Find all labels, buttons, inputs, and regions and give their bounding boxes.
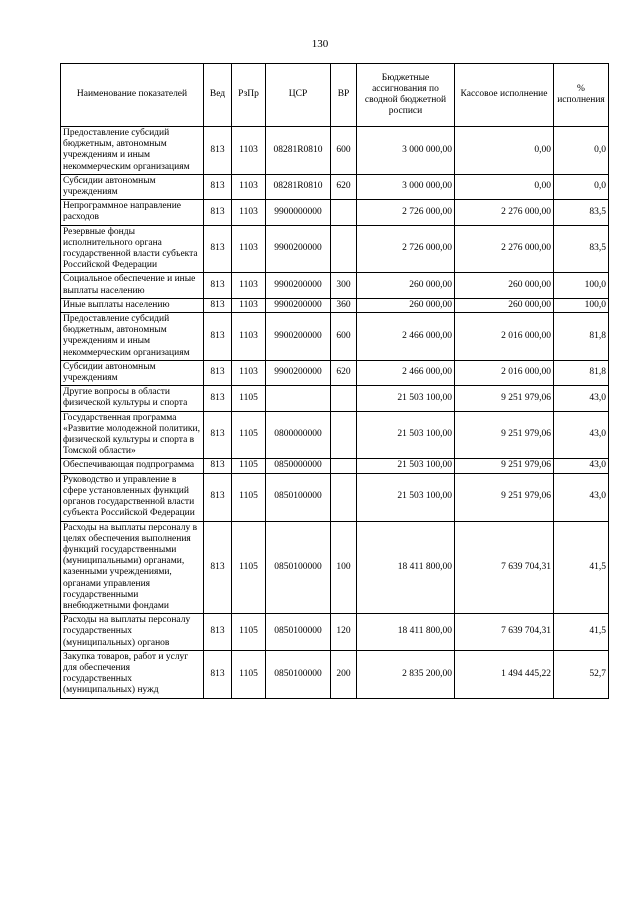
table-row [61, 650, 609, 698]
row-rzpr: 1105 [232, 386, 266, 411]
row-csr: 0800000000 [266, 411, 331, 459]
row-cash: 0,00 [455, 174, 554, 199]
row-vr: 120 [331, 614, 357, 651]
header-budget-allocations: Бюджетные ассигнования по сводной бюджетной росписи [357, 64, 455, 127]
row-percent: 0,0 [554, 127, 609, 175]
row-indicator-name: Предоставление субсидий бюджетным, автономным учреждениям и иным некоммерческим организациям [61, 127, 204, 175]
row-vr [331, 225, 357, 273]
header-indicator-name: Наименование показателей [61, 64, 204, 127]
row-csr: 9900000000 [266, 200, 331, 225]
row-vr: 600 [331, 313, 357, 361]
row-csr: 9900200000 [266, 273, 331, 298]
row-indicator-name: Закупка товаров, работ и услуг для обеспечения государственных (муниципальных) нужд [61, 650, 204, 698]
row-rzpr: 1103 [232, 200, 266, 225]
row-ved: 813 [204, 459, 232, 473]
row-percent: 41,5 [554, 521, 609, 614]
row-percent: 43,0 [554, 411, 609, 459]
row-ved: 813 [204, 411, 232, 459]
row-ved: 813 [204, 200, 232, 225]
table-row [61, 360, 609, 385]
row-vr: 200 [331, 650, 357, 698]
row-ved: 813 [204, 360, 232, 385]
budget-execution-table [60, 63, 609, 699]
row-rzpr: 1103 [232, 313, 266, 361]
row-percent: 43,0 [554, 473, 609, 521]
row-ved: 813 [204, 174, 232, 199]
row-percent: 43,0 [554, 386, 609, 411]
table-row [61, 386, 609, 411]
table-row [61, 521, 609, 614]
row-ved: 813 [204, 273, 232, 298]
row-cash: 9 251 979,06 [455, 473, 554, 521]
row-ved: 813 [204, 127, 232, 175]
row-rzpr: 1103 [232, 225, 266, 273]
row-indicator-name: Непрограммное направление расходов [61, 200, 204, 225]
row-rzpr: 1105 [232, 411, 266, 459]
row-indicator-name: Расходы на выплаты персоналу в целях обеспечения выполнения функций государственными (муниципальными) органами, казенными учреждениями, органами управления государственными внебюджетными фондами [61, 521, 204, 614]
row-ved: 813 [204, 521, 232, 614]
row-cash: 7 639 704,31 [455, 614, 554, 651]
row-budget: 3 000 000,00 [357, 127, 455, 175]
row-percent: 83,5 [554, 200, 609, 225]
row-csr: 9900200000 [266, 298, 331, 312]
row-indicator-name: Государственная программа «Развитие молодежной политики, физической культуры и спорта в Томской области» [61, 411, 204, 459]
row-ved: 813 [204, 225, 232, 273]
header-rzpr: РзПр [232, 64, 266, 127]
row-budget: 260 000,00 [357, 273, 455, 298]
row-indicator-name: Другие вопросы в области физической культуры и спорта [61, 386, 204, 411]
row-cash: 9 251 979,06 [455, 459, 554, 473]
header-cash-execution: Кассовое исполнение [455, 64, 554, 127]
row-rzpr: 1103 [232, 273, 266, 298]
row-indicator-name: Предоставление субсидий бюджетным, автономным учреждениям и иным некоммерческим организациям [61, 313, 204, 361]
row-vr: 100 [331, 521, 357, 614]
row-csr: 0850100000 [266, 521, 331, 614]
table-row [61, 473, 609, 521]
row-vr: 600 [331, 127, 357, 175]
row-budget: 18 411 800,00 [357, 521, 455, 614]
table-row [61, 127, 609, 175]
row-rzpr: 1103 [232, 127, 266, 175]
table-row [61, 200, 609, 225]
row-indicator-name: Субсидии автономным учреждениям [61, 174, 204, 199]
row-csr: 9900200000 [266, 225, 331, 273]
row-budget: 3 000 000,00 [357, 174, 455, 199]
row-ved: 813 [204, 473, 232, 521]
page-number: 130 [311, 38, 329, 50]
row-percent: 81,8 [554, 313, 609, 361]
row-csr: 0850100000 [266, 473, 331, 521]
table-row [61, 411, 609, 459]
row-budget: 21 503 100,00 [357, 473, 455, 521]
table-row [61, 298, 609, 312]
header-ved: Вед [204, 64, 232, 127]
row-ved: 813 [204, 313, 232, 361]
row-csr: 08281R0810 [266, 127, 331, 175]
row-csr: 0850100000 [266, 650, 331, 698]
row-budget: 2 835 200,00 [357, 650, 455, 698]
row-ved: 813 [204, 614, 232, 651]
row-cash: 9 251 979,06 [455, 411, 554, 459]
header-execution-percent: % исполнения [554, 64, 609, 127]
row-vr: 300 [331, 273, 357, 298]
row-indicator-name: Иные выплаты населению [61, 298, 204, 312]
row-percent: 52,7 [554, 650, 609, 698]
row-vr [331, 473, 357, 521]
row-budget: 2 726 000,00 [357, 225, 455, 273]
row-percent: 83,5 [554, 225, 609, 273]
row-cash: 7 639 704,31 [455, 521, 554, 614]
row-csr: 08281R0810 [266, 174, 331, 199]
header-vr: ВР [331, 64, 357, 127]
row-percent: 0,0 [554, 174, 609, 199]
row-csr: 0850100000 [266, 614, 331, 651]
row-vr [331, 411, 357, 459]
row-budget: 18 411 800,00 [357, 614, 455, 651]
row-rzpr: 1105 [232, 614, 266, 651]
row-percent: 100,0 [554, 298, 609, 312]
row-indicator-name: Субсидии автономным учреждениям [61, 360, 204, 385]
row-cash: 260 000,00 [455, 273, 554, 298]
row-vr [331, 459, 357, 473]
row-cash: 260 000,00 [455, 298, 554, 312]
row-cash: 2 016 000,00 [455, 313, 554, 361]
row-cash: 2 276 000,00 [455, 225, 554, 273]
row-cash: 9 251 979,06 [455, 386, 554, 411]
header-csr: ЦСР [266, 64, 331, 127]
table-body [61, 127, 609, 699]
row-rzpr: 1105 [232, 459, 266, 473]
row-csr: 0850000000 [266, 459, 331, 473]
row-csr: 9900200000 [266, 313, 331, 361]
row-percent: 81,8 [554, 360, 609, 385]
row-indicator-name: Социальное обеспечение и иные выплаты населению [61, 273, 204, 298]
row-rzpr: 1103 [232, 174, 266, 199]
row-ved: 813 [204, 298, 232, 312]
row-budget: 21 503 100,00 [357, 459, 455, 473]
table-row [61, 225, 609, 273]
row-rzpr: 1105 [232, 473, 266, 521]
row-indicator-name: Обеспечивающая подпрограмма [61, 459, 204, 473]
row-budget: 260 000,00 [357, 298, 455, 312]
row-budget: 21 503 100,00 [357, 411, 455, 459]
row-rzpr: 1103 [232, 360, 266, 385]
row-indicator-name: Руководство и управление в сфере установленных функций органов государственной власти субъекта Российской Федерации [61, 473, 204, 521]
row-csr [266, 386, 331, 411]
row-vr: 620 [331, 360, 357, 385]
row-indicator-name: Расходы на выплаты персоналу государственных (муниципальных) органов [61, 614, 204, 651]
row-vr: 620 [331, 174, 357, 199]
row-cash: 2 016 000,00 [455, 360, 554, 385]
row-percent: 100,0 [554, 273, 609, 298]
row-vr [331, 200, 357, 225]
row-cash: 0,00 [455, 127, 554, 175]
row-percent: 43,0 [554, 459, 609, 473]
row-ved: 813 [204, 650, 232, 698]
table-header-row [61, 64, 609, 127]
row-budget: 2 466 000,00 [357, 360, 455, 385]
row-budget: 2 466 000,00 [357, 313, 455, 361]
table-row [61, 459, 609, 473]
row-budget: 2 726 000,00 [357, 200, 455, 225]
row-cash: 1 494 445,22 [455, 650, 554, 698]
row-vr [331, 386, 357, 411]
row-vr: 360 [331, 298, 357, 312]
table-row [61, 313, 609, 361]
row-cash: 2 276 000,00 [455, 200, 554, 225]
row-rzpr: 1103 [232, 298, 266, 312]
row-rzpr: 1105 [232, 650, 266, 698]
row-percent: 41,5 [554, 614, 609, 651]
table-row [61, 174, 609, 199]
row-indicator-name: Резервные фонды исполнительного органа государственной власти субъекта Российской Федерации [61, 225, 204, 273]
row-rzpr: 1105 [232, 521, 266, 614]
table-row [61, 273, 609, 298]
row-budget: 21 503 100,00 [357, 386, 455, 411]
row-csr: 9900200000 [266, 360, 331, 385]
table-row [61, 614, 609, 651]
row-ved: 813 [204, 386, 232, 411]
